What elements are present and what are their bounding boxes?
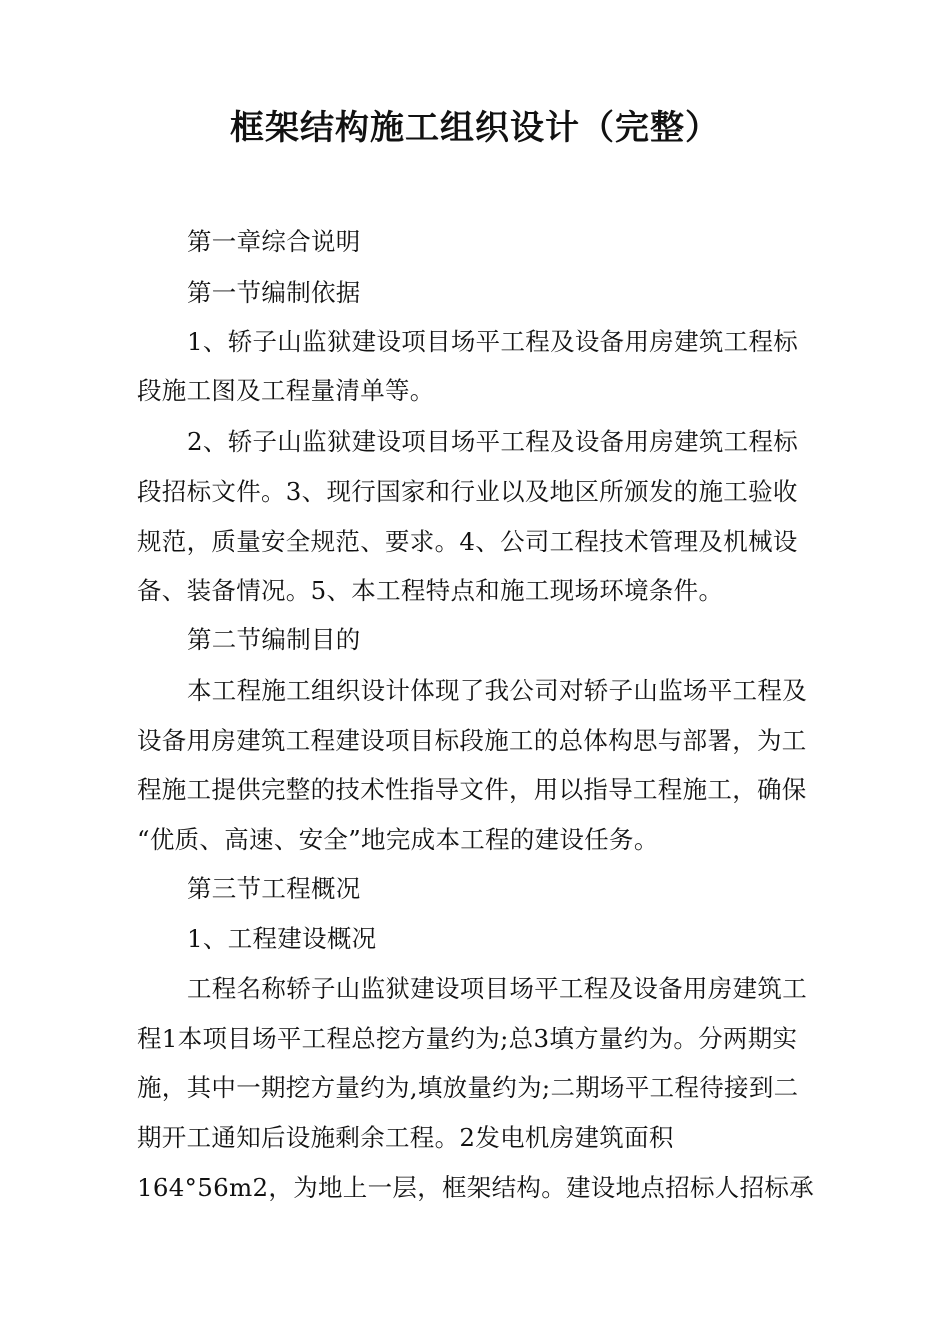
paragraph-line: 段招标文件。3、现行国家和行业以及地区所颁发的施工验收 (137, 477, 798, 506)
chapter-heading: 第一章综合说明 (187, 227, 361, 256)
document-title: 框架结构施工组织设计（完整） (230, 108, 720, 148)
paragraph-line: 施，其中一期挖方量约为,填放量约为;二期场平工程待接到二 (137, 1073, 799, 1102)
paragraph-line: 工程名称轿子山监狱建设项目场平工程及设备用房建筑工 (187, 974, 807, 1003)
section-heading: 第一节编制依据 (187, 278, 361, 307)
section-heading: 第三节工程概况 (187, 874, 361, 903)
paragraph-line: “优质、高速、安全”地完成本工程的建设任务。 (137, 825, 659, 854)
paragraph-line: 1、轿子山监狱建设项目场平工程及设备用房建筑工程标 (187, 327, 799, 356)
paragraph-line: 规范，质量安全规范、要求。4、公司工程技术管理及机械设 (137, 527, 798, 556)
paragraph-line: 程施工提供完整的技术性指导文件，用以指导工程施工，确保 (137, 775, 807, 804)
subsection-heading: 1、工程建设概况 (187, 924, 377, 953)
paragraph-line: 备、装备情况。5、本工程特点和施工现场环境条件。 (137, 576, 724, 605)
paragraph-line: 164°56m2，为地上一层，框架结构。建设地点招标人招标承 (137, 1173, 815, 1202)
paragraph-line: 段施工图及工程量清单等。 (137, 376, 435, 405)
paragraph-line: 设备用房建筑工程建设项目标段施工的总体构思与部署，为工 (137, 726, 807, 755)
paragraph-line: 2、轿子山监狱建设项目场平工程及设备用房建筑工程标 (187, 427, 799, 456)
paragraph-line: 本工程施工组织设计体现了我公司对轿子山监场平工程及 (187, 676, 807, 705)
paragraph-line: 程1本项目场平工程总挖方量约为;总3填方量约为。分两期实 (137, 1024, 798, 1053)
paragraph-line: 期开工通知后设施剩余工程。2发电机房建筑面积 (137, 1123, 674, 1152)
section-heading: 第二节编制目的 (187, 625, 361, 654)
